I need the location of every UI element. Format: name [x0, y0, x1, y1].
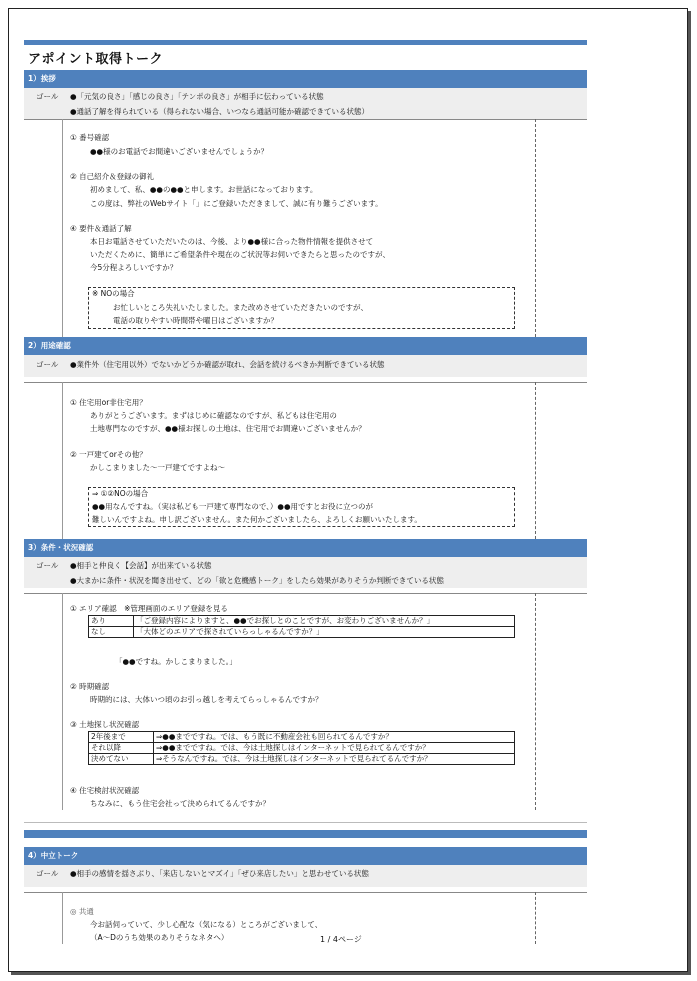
script-line: ありがとうございます。まずはじめに確認なのですが、私どもは住宅用の [90, 411, 337, 420]
table-cell: あり [89, 616, 134, 627]
step-title: ③ 土地探し状況確認 [70, 720, 140, 729]
area-table [88, 615, 515, 638]
left-rule [62, 892, 63, 944]
goal-label: ゴール [36, 360, 59, 369]
goal-label: ゴール [36, 869, 59, 878]
script-line: ちなみに、もう住宅会社って決められてるんですか？ [90, 799, 270, 808]
table-cell: 決めてない [89, 754, 154, 765]
script-line: ●●様のお電話でお間違いございませんでしょうか？ [90, 147, 269, 156]
table-row [89, 754, 515, 765]
divider [24, 382, 587, 383]
note-title: ※ NOの場合 [92, 289, 135, 298]
left-rule [62, 119, 63, 337]
section-header-conditions: 3）条件・状況確認 [24, 539, 587, 557]
step-title: ② 自己紹介＆登録の御礼 [70, 172, 155, 181]
land-table [88, 731, 515, 765]
divider [24, 892, 587, 893]
right-rule [535, 382, 536, 539]
goal-item: ●相手の感情を揺さぶり、「来店しないとマズイ」「ぜひ来店したい」と思わせている状態 [70, 869, 369, 878]
step-title: ② 時期確認 [70, 682, 110, 691]
step-title: ◎ 共通 [70, 907, 94, 916]
script-line: 「●●ですね。かしこまりました。」 [115, 657, 237, 666]
title-bar [24, 40, 587, 45]
left-rule [62, 382, 63, 539]
goal-label: ゴール [36, 561, 59, 570]
page-indicator: 1 / 4ページ [320, 935, 362, 944]
step-title: ④ 住宅検討状況確認 [70, 786, 140, 795]
table-cell: なし [89, 627, 134, 638]
divider [24, 119, 587, 120]
note-line: 電話の取りやすい時間帯や曜日はございますか？ [113, 316, 278, 325]
script-line: 初めまして、私、●●の●●と申します。お世話になっております。 [90, 185, 318, 194]
script-line: かしこまりました～一戸建てですよね～ [90, 463, 225, 472]
section-header-usage: 2）用途確認 [24, 337, 587, 355]
goal-item: ●相手と仲良く【会話】が出来ている状態 [70, 561, 212, 570]
goal-item: ●業件外（住宅用以外）でないかどうか確認が取れ、会話を続けるべきか判断できている状態 [70, 360, 385, 369]
script-line: 土地専門なのですが、●●様お探しの土地は、住宅用でお間違いございませんか？ [90, 424, 366, 433]
goal-label: ゴール [36, 92, 59, 101]
right-rule [535, 892, 536, 944]
table-cell: 「大体どのエリアで探されていらっしゃるんですか？」 [134, 627, 515, 638]
table-row [89, 627, 515, 638]
table-cell: それ以降 [89, 743, 154, 754]
script-line: 時期的には、大体いつ頃のお引っ越しを考えてらっしゃるんですか？ [90, 695, 323, 704]
goal-item: ●「元気の良さ」「感じの良さ」「テンポの良さ」が相手に伝わっている状態 [70, 92, 324, 101]
left-rule [62, 593, 63, 810]
table-cell: ⇒そうなんですね。では、今は土地探しはインターネットで見られてるんですか？ [154, 754, 515, 765]
divider [24, 593, 587, 594]
page-title: アポイント取得トーク [28, 52, 164, 67]
script-line: この度は、弊社のWebサイト「」にご登録いただきまして、誠に有り難うございます。 [90, 199, 383, 208]
table-cell: ⇒●●までですね。では、今は土地探しはインターネットで見られてるんですか？ [154, 743, 515, 754]
divider [24, 822, 587, 823]
note-line: お忙しいところ失礼いたしました。また改めさせていただきたいのですが、 [113, 303, 368, 312]
note-title: ⇒ ①②NOの場合 [92, 489, 149, 498]
script-line: 今お話伺っていて、少し心配な（気になる）ところがございまして、 [90, 920, 323, 929]
script-line: いただくために、簡単にご希望条件や現在のご状況等お伺いできたらと思ったのですが、 [90, 250, 390, 259]
table-row [89, 732, 515, 743]
script-line: 今5分程よろしいですか？ [90, 263, 178, 272]
goal-item: ●通話了解を得られている（得られない場合、いつなら通話可能か確認できている状態） [70, 107, 370, 116]
step-title: ① 番号確認 [70, 133, 110, 142]
step-title: ① 住宅用or非住宅用？ [70, 398, 147, 407]
right-rule [535, 593, 536, 810]
table-cell: ⇒●●までですね。では、もう既に不動産会社も回られてるんですか？ [154, 732, 515, 743]
script-line: 本日お電話させていただいたのは、今後、より●●様に合った物件情報を提供させて [90, 237, 374, 246]
note-line: ●●用なんですね。（実は私ども一戸建て専門なので、）●●用ですとお役に立つのが [92, 502, 374, 511]
step-title: ① エリア確認 ※管理画面のエリア登録を見る [70, 604, 228, 613]
table-cell: 2年後まで [89, 732, 154, 743]
script-line: （A～Dのうち効果のありそうなネタへ） [90, 933, 229, 942]
table-cell: 「ご登録内容によりますと、●●でお探しとのことですが、お変わりございませんか？」 [134, 616, 515, 627]
goal-item: ●大まかに条件・状況を聞き出せて、どの「欲と危機感トーク」をしたら効果がありそうか判断できている状態 [70, 576, 444, 585]
section-header-neutral-talk: 4）中立トーク [24, 847, 587, 865]
table-row [89, 743, 515, 754]
table-row [89, 616, 515, 627]
separator-bar [24, 830, 587, 838]
step-title: ④ 要件＆通話了解 [70, 224, 132, 233]
note-line: 難しいんですよね。申し訳ございません。また何かございましたら、よろしくお願いいたします。 [92, 515, 422, 524]
step-title: ② 一戸建てorその他？ [70, 450, 147, 459]
section-header-greeting: 1）挨拶 [24, 70, 587, 88]
right-rule [535, 119, 536, 337]
